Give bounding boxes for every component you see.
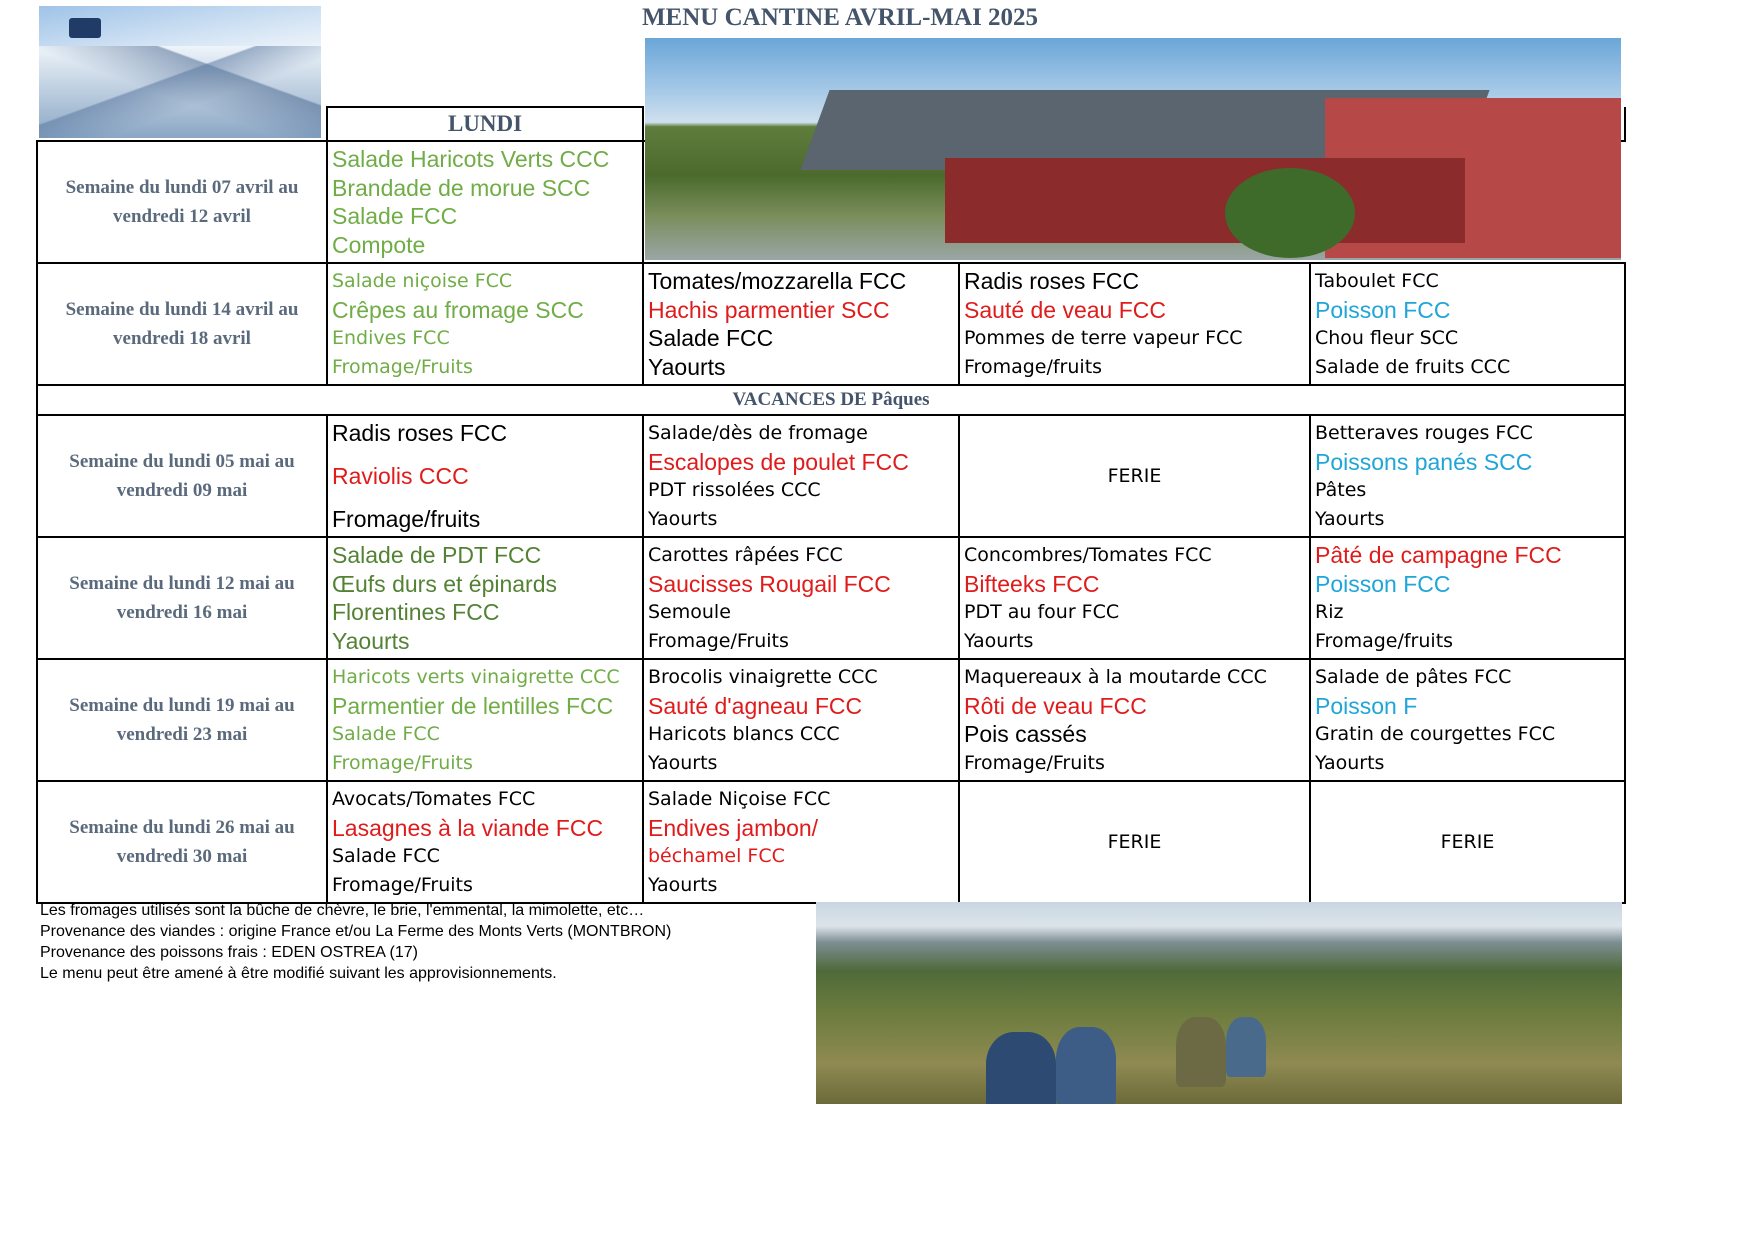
menu-cell-jeudi: Concombres/Tomates FCC Bifteeks FCC PDT au four FCC Yaourts — [959, 537, 1310, 659]
ferie-label: FERIE — [1107, 831, 1162, 853]
header-lundi: LUNDI — [327, 107, 643, 141]
footer-line: Les fromages utilisés sont la bûche de chèvre, le brie, l'emmental, la mimolette, etc… — [40, 902, 645, 919]
page-title: MENU CANTINE AVRIL-MAI 2025 — [641, 4, 1039, 31]
week-label: Semaine du lundi 12 mai au vendredi 16 mai — [37, 537, 327, 659]
menu-cell-jeudi — [959, 415, 1310, 537]
menu-cell-lundi: Radis roses FCC Raviolis CCC Fromage/fruits — [327, 415, 643, 537]
menu-cell-lundi: Avocats/Tomates FCC Lasagnes à la viande FCC Salade FCC Fromage/Fruits — [327, 781, 643, 903]
footer-notes — [40, 900, 671, 984]
ferie-label: FERIE — [1107, 465, 1162, 487]
menu-cell-mardi: Brocolis vinaigrette CCC Sauté d'agneau FCC Haricots blancs CCC Yaourts — [643, 659, 959, 781]
menu-cell-mardi: Tomates/mozzarella FCC Hachis parmentier SCC Salade FCC Yaourts — [643, 263, 959, 385]
week-label: Semaine du lundi 14 avril au vendredi 18 avril — [37, 263, 327, 385]
menu-cell-lundi: Haricots verts vinaigrette CCC Parmentier de lentilles FCC Salade FCC Fromage/Fruits — [327, 659, 643, 781]
week-label: Semaine du lundi 05 mai au vendredi 09 mai — [37, 415, 327, 537]
footer-line: Provenance des poissons frais : EDEN OSTREA (17) — [40, 944, 418, 961]
menu-cell-lundi: Salade Haricots Verts CCC Brandade de morue SCC Salade FCC Compote — [327, 141, 643, 263]
menu-cell-mardi: Carottes râpées FCC Saucisses Rougail FCC Semoule Fromage/Fruits — [643, 537, 959, 659]
menu-cell-vendredi: Betteraves rouges FCC Poissons panés SCC Pâtes Yaourts — [1310, 415, 1625, 537]
footer-line: Provenance des viandes : origine France et/ou La Ferme des Monts Verts (MONTBRON) — [40, 923, 672, 940]
resort-logo — [69, 18, 101, 38]
menu-cell-lundi: Salade niçoise FCC Crêpes au fromage SCC Endives FCC Fromage/Fruits — [327, 263, 643, 385]
menu-cell-mardi: Salade/dès de fromage Escalopes de poulet FCC PDT rissolées CCC Yaourts — [643, 415, 959, 537]
menu-cell-mardi: Salade Niçoise FCC Endives jambon/ béchamel FCC Yaourts — [643, 781, 959, 903]
menu-cell-lundi: Salade de PDT FCC Œufs durs et épinards Florentines FCC Yaourts — [327, 537, 643, 659]
week-label: Semaine du lundi 26 mai au vendredi 30 mai — [37, 781, 327, 903]
menu-cell-vendredi: Salade de pâtes FCC Poisson F Gratin de courgettes FCC Yaourts — [1310, 659, 1625, 781]
week-label: Semaine du lundi 07 avril au vendredi 12 avril — [37, 141, 327, 263]
menu-cell-vendredi — [1310, 781, 1625, 903]
menu-cell-jeudi: Maquereaux à la moutarde CCC Rôti de veau FCC Pois cassés Fromage/Fruits — [959, 659, 1310, 781]
school-building-photo — [645, 38, 1621, 260]
menu-cell-jeudi: Radis roses FCC Sauté de veau FCC Pommes de terre vapeur FCC Fromage/fruits — [959, 263, 1310, 385]
ferie-label: FERIE — [1440, 831, 1495, 853]
week-label: Semaine du lundi 19 mai au vendredi 23 mai — [37, 659, 327, 781]
vacances-banner: VACANCES DE Pâques — [37, 385, 1625, 415]
footer-line: Le menu peut être amené à être modifié suivant les approvisionnements. — [40, 965, 557, 982]
menu-cell-vendredi: Pâté de campagne FCC Poisson FCC Riz Fromage/fruits — [1310, 537, 1625, 659]
hikers-photo — [816, 902, 1622, 1104]
menu-cell-vendredi: Taboulet FCC Poisson FCC Chou fleur SCC Salade de fruits CCC — [1310, 263, 1625, 385]
menu-cell-jeudi — [959, 781, 1310, 903]
